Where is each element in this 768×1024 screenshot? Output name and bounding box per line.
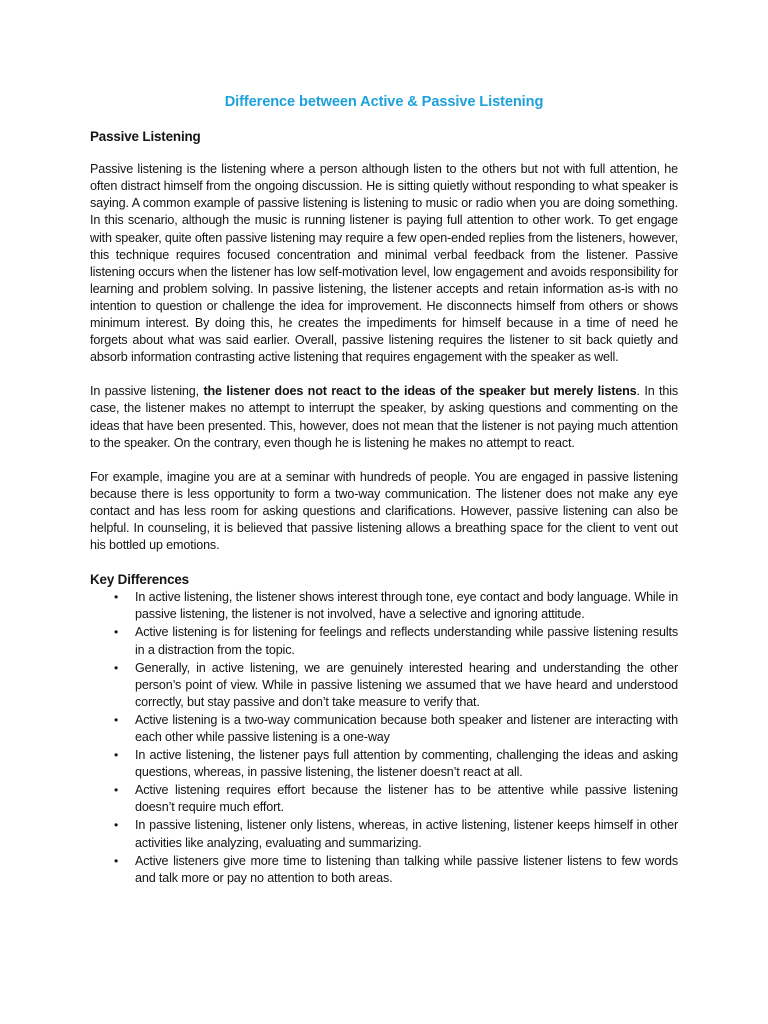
- list-item-text: Active listening requires effort because the listener has to be attentive while passive listening doesn’t require much effort.: [135, 783, 678, 815]
- document-title: Difference between Active & Passive Listening: [224, 94, 544, 110]
- paragraph-no-reaction-lead: In passive listening,: [90, 384, 204, 399]
- bullet-icon: •: [114, 853, 119, 868]
- passive-listening-heading: Passive Listening: [90, 129, 201, 145]
- list-item: [90, 853, 678, 887]
- bullet-icon: •: [114, 660, 119, 675]
- bullet-icon: •: [114, 748, 119, 763]
- paragraph-example: For example, imagine you are at a seminar with hundreds of people. You are engaged in passive listening because there is less opportunity to form a two-way communication. The listener does not make any eye contact and has less room for asking questions and clarifications. However, passive listening can also be helpful. In counseling, it is believed that passive listening allows a breathing space for the client to vent out his bottled up emotions.: [90, 469, 678, 553]
- key-differences-heading: Key Differences: [90, 572, 189, 588]
- paragraph-no-reaction-emphasis: the listener does not react to the ideas of the speaker but merely listens: [203, 384, 637, 399]
- list-item: [90, 817, 678, 851]
- paragraph-no-reaction-rest: . In this case, the listener makes no attempt to interrupt the speaker, by asking questions and commenting on the ideas that have been presented. This, however, does not mean that the listener is not paying much attention to the speaker. On the contrary, even though he is listening he makes no attempt to react.: [90, 384, 679, 450]
- list-item: [90, 589, 678, 623]
- bullet-icon: •: [114, 818, 119, 833]
- list-item-text: Active listeners give more time to listening than talking while passive listener listens to few words and talk more or pay no attention to both areas.: [135, 853, 678, 885]
- paragraph-definition: Passive listening is the listening where a person although listen to the others but not with full attention, he often distract himself from the ongoing discussion. He is sitting quietly without responding to what speaker is saying. A common example of passive listening is listening to music or radio when you are doing something. In this scenario, although the music is running listener is paying full attention to other work. To get engage with speaker, quite often passive listening may require a few open-ended replies from the listeners, however, this technique requires focused concentration and minimal verbal feedback from the listener. Passive listening occurs when the listener has low self-motivation level, low engagement and avoids responsibility for learning and problem solving. In passive listening, the listener accepts and retain information as-is with no intention to question or challenge the idea for improvement. He disconnects himself from others or shows minimum interest. By doing this, he creates the impediments for himself because in a time of need he forgets about what was said earlier. Overall, passive listening requires the listener to sit back quietly and absorb information contrasting active listening that requires engagement with the speaker as well.: [90, 162, 678, 365]
- bullet-icon: •: [114, 712, 119, 727]
- list-item-text: Active listening is for listening for feelings and reflects understanding while passive listening results in a distraction from the topic.: [135, 625, 678, 657]
- list-item-text: In active listening, the listener shows interest through tone, eye contact and body language. While in passive listening, the listener is not involved, have a selective and ignoring attitude.: [135, 590, 678, 622]
- bullet-icon: •: [114, 625, 119, 640]
- document-page: [90, 94, 678, 888]
- list-item: [90, 782, 678, 816]
- list-item: [90, 660, 678, 711]
- list-item-text: In passive listening, listener only listens, whereas, in active listening, listener keeps himself in other activities like analyzing, evaluating and summarizing.: [135, 818, 678, 850]
- key-differences-list: [90, 589, 678, 887]
- list-item-text: In active listening, the listener pays full attention by commenting, challenging the ideas and asking questions, whereas, in passive listening, the listener doesn’t react at all.: [135, 748, 678, 780]
- bullet-icon: •: [114, 783, 119, 798]
- list-item-text: Generally, in active listening, we are genuinely interested hearing and understanding the other person’s point of view. While in passive listening we assumed that we have heard and understood correctly, but stay passive and don’t take measure to verify that.: [135, 660, 678, 709]
- list-item: [90, 624, 678, 658]
- list-item: [90, 747, 678, 781]
- paragraph-no-reaction: [90, 383, 678, 451]
- list-item: [90, 712, 678, 746]
- list-item-text: Active listening is a two-way communication because both speaker and listener are interacting with each other while passive listening is a one-way: [135, 712, 678, 744]
- bullet-icon: •: [114, 590, 119, 605]
